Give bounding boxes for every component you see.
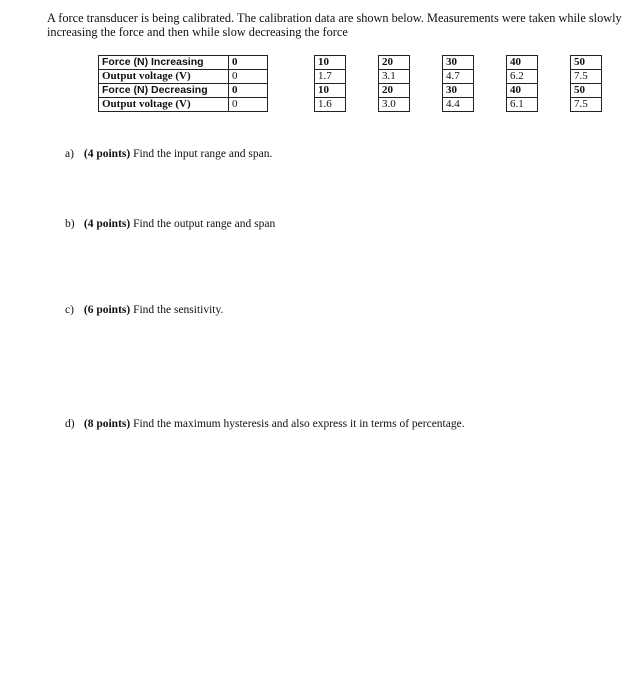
table-cell: 40 xyxy=(507,56,538,70)
question-points: (4 points) xyxy=(83,148,131,160)
table-cell: 20 xyxy=(379,84,410,98)
question-label: a) xyxy=(65,148,74,160)
table-cell: 6.1 xyxy=(507,98,538,112)
table-cell: 0 xyxy=(229,56,268,70)
table-gap xyxy=(346,56,379,70)
table-gap xyxy=(410,84,443,98)
table-cell: 7.5 xyxy=(571,98,602,112)
table-cell: 1.6 xyxy=(315,98,346,112)
table-cell: 7.5 xyxy=(571,70,602,84)
table-cell: 10 xyxy=(315,84,346,98)
table-cell: 10 xyxy=(315,56,346,70)
row-label: Force (N) Decreasing xyxy=(99,84,229,98)
table-cell: 3.1 xyxy=(379,70,410,84)
question-points: (8 points) xyxy=(83,418,131,430)
calibration-table xyxy=(98,55,602,112)
table-gap xyxy=(346,84,379,98)
table-gap xyxy=(538,98,571,112)
row-label: Force (N) Increasing xyxy=(99,56,229,70)
table-gap xyxy=(474,70,507,84)
table-gap xyxy=(538,84,571,98)
table-cell: 50 xyxy=(571,56,602,70)
question-text: Find the sensitivity. xyxy=(133,304,224,316)
table-gap xyxy=(346,70,379,84)
question-b xyxy=(65,217,275,231)
question-text: Find the output range and span xyxy=(133,218,276,230)
question-c xyxy=(65,303,223,317)
table-gap xyxy=(410,70,443,84)
table-cell: 4.4 xyxy=(443,98,474,112)
table-cell: 30 xyxy=(443,84,474,98)
table-gap xyxy=(346,98,379,112)
table-cell: 0 xyxy=(229,70,268,84)
table-cell: 1.7 xyxy=(315,70,346,84)
table-cell: 0 xyxy=(229,84,268,98)
question-text: Find the maximum hysteresis and also express it in terms of percentage. xyxy=(133,418,465,430)
table-cell: 6.2 xyxy=(507,70,538,84)
table-gap xyxy=(410,98,443,112)
table-row-force-decreasing xyxy=(99,84,602,98)
table-row-voltage-increasing xyxy=(99,70,602,84)
question-label: c) xyxy=(65,304,74,316)
table-gap xyxy=(538,70,571,84)
table-cell: 4.7 xyxy=(443,70,474,84)
table-gap xyxy=(268,84,315,98)
question-label: d) xyxy=(65,418,75,430)
table-cell: 20 xyxy=(379,56,410,70)
table-cell: 3.0 xyxy=(379,98,410,112)
table-cell: 0 xyxy=(229,98,268,112)
problem-intro: A force transducer is being calibrated. The calibration data are shown below. Measurements were taken while slowly increasing the force and then while slow decreasing the force xyxy=(47,11,622,39)
row-label: Output voltage (V) xyxy=(99,70,229,84)
table-gap xyxy=(268,70,315,84)
table-cell: 50 xyxy=(571,84,602,98)
table-gap xyxy=(410,56,443,70)
table-row-force-increasing xyxy=(99,56,602,70)
table-gap xyxy=(474,56,507,70)
table-gap xyxy=(268,98,315,112)
table-gap xyxy=(474,84,507,98)
table-gap xyxy=(474,98,507,112)
question-a xyxy=(65,147,272,161)
table-gap xyxy=(268,56,315,70)
question-points: (6 points) xyxy=(83,304,131,316)
table-row-voltage-decreasing xyxy=(99,98,602,112)
question-points: (4 points) xyxy=(83,218,131,230)
table-cell: 40 xyxy=(507,84,538,98)
table-gap xyxy=(538,56,571,70)
row-label: Output voltage (V) xyxy=(99,98,229,112)
question-text: Find the input range and span. xyxy=(133,148,273,160)
question-d xyxy=(65,417,465,431)
question-label: b) xyxy=(65,218,75,230)
table-cell: 30 xyxy=(443,56,474,70)
